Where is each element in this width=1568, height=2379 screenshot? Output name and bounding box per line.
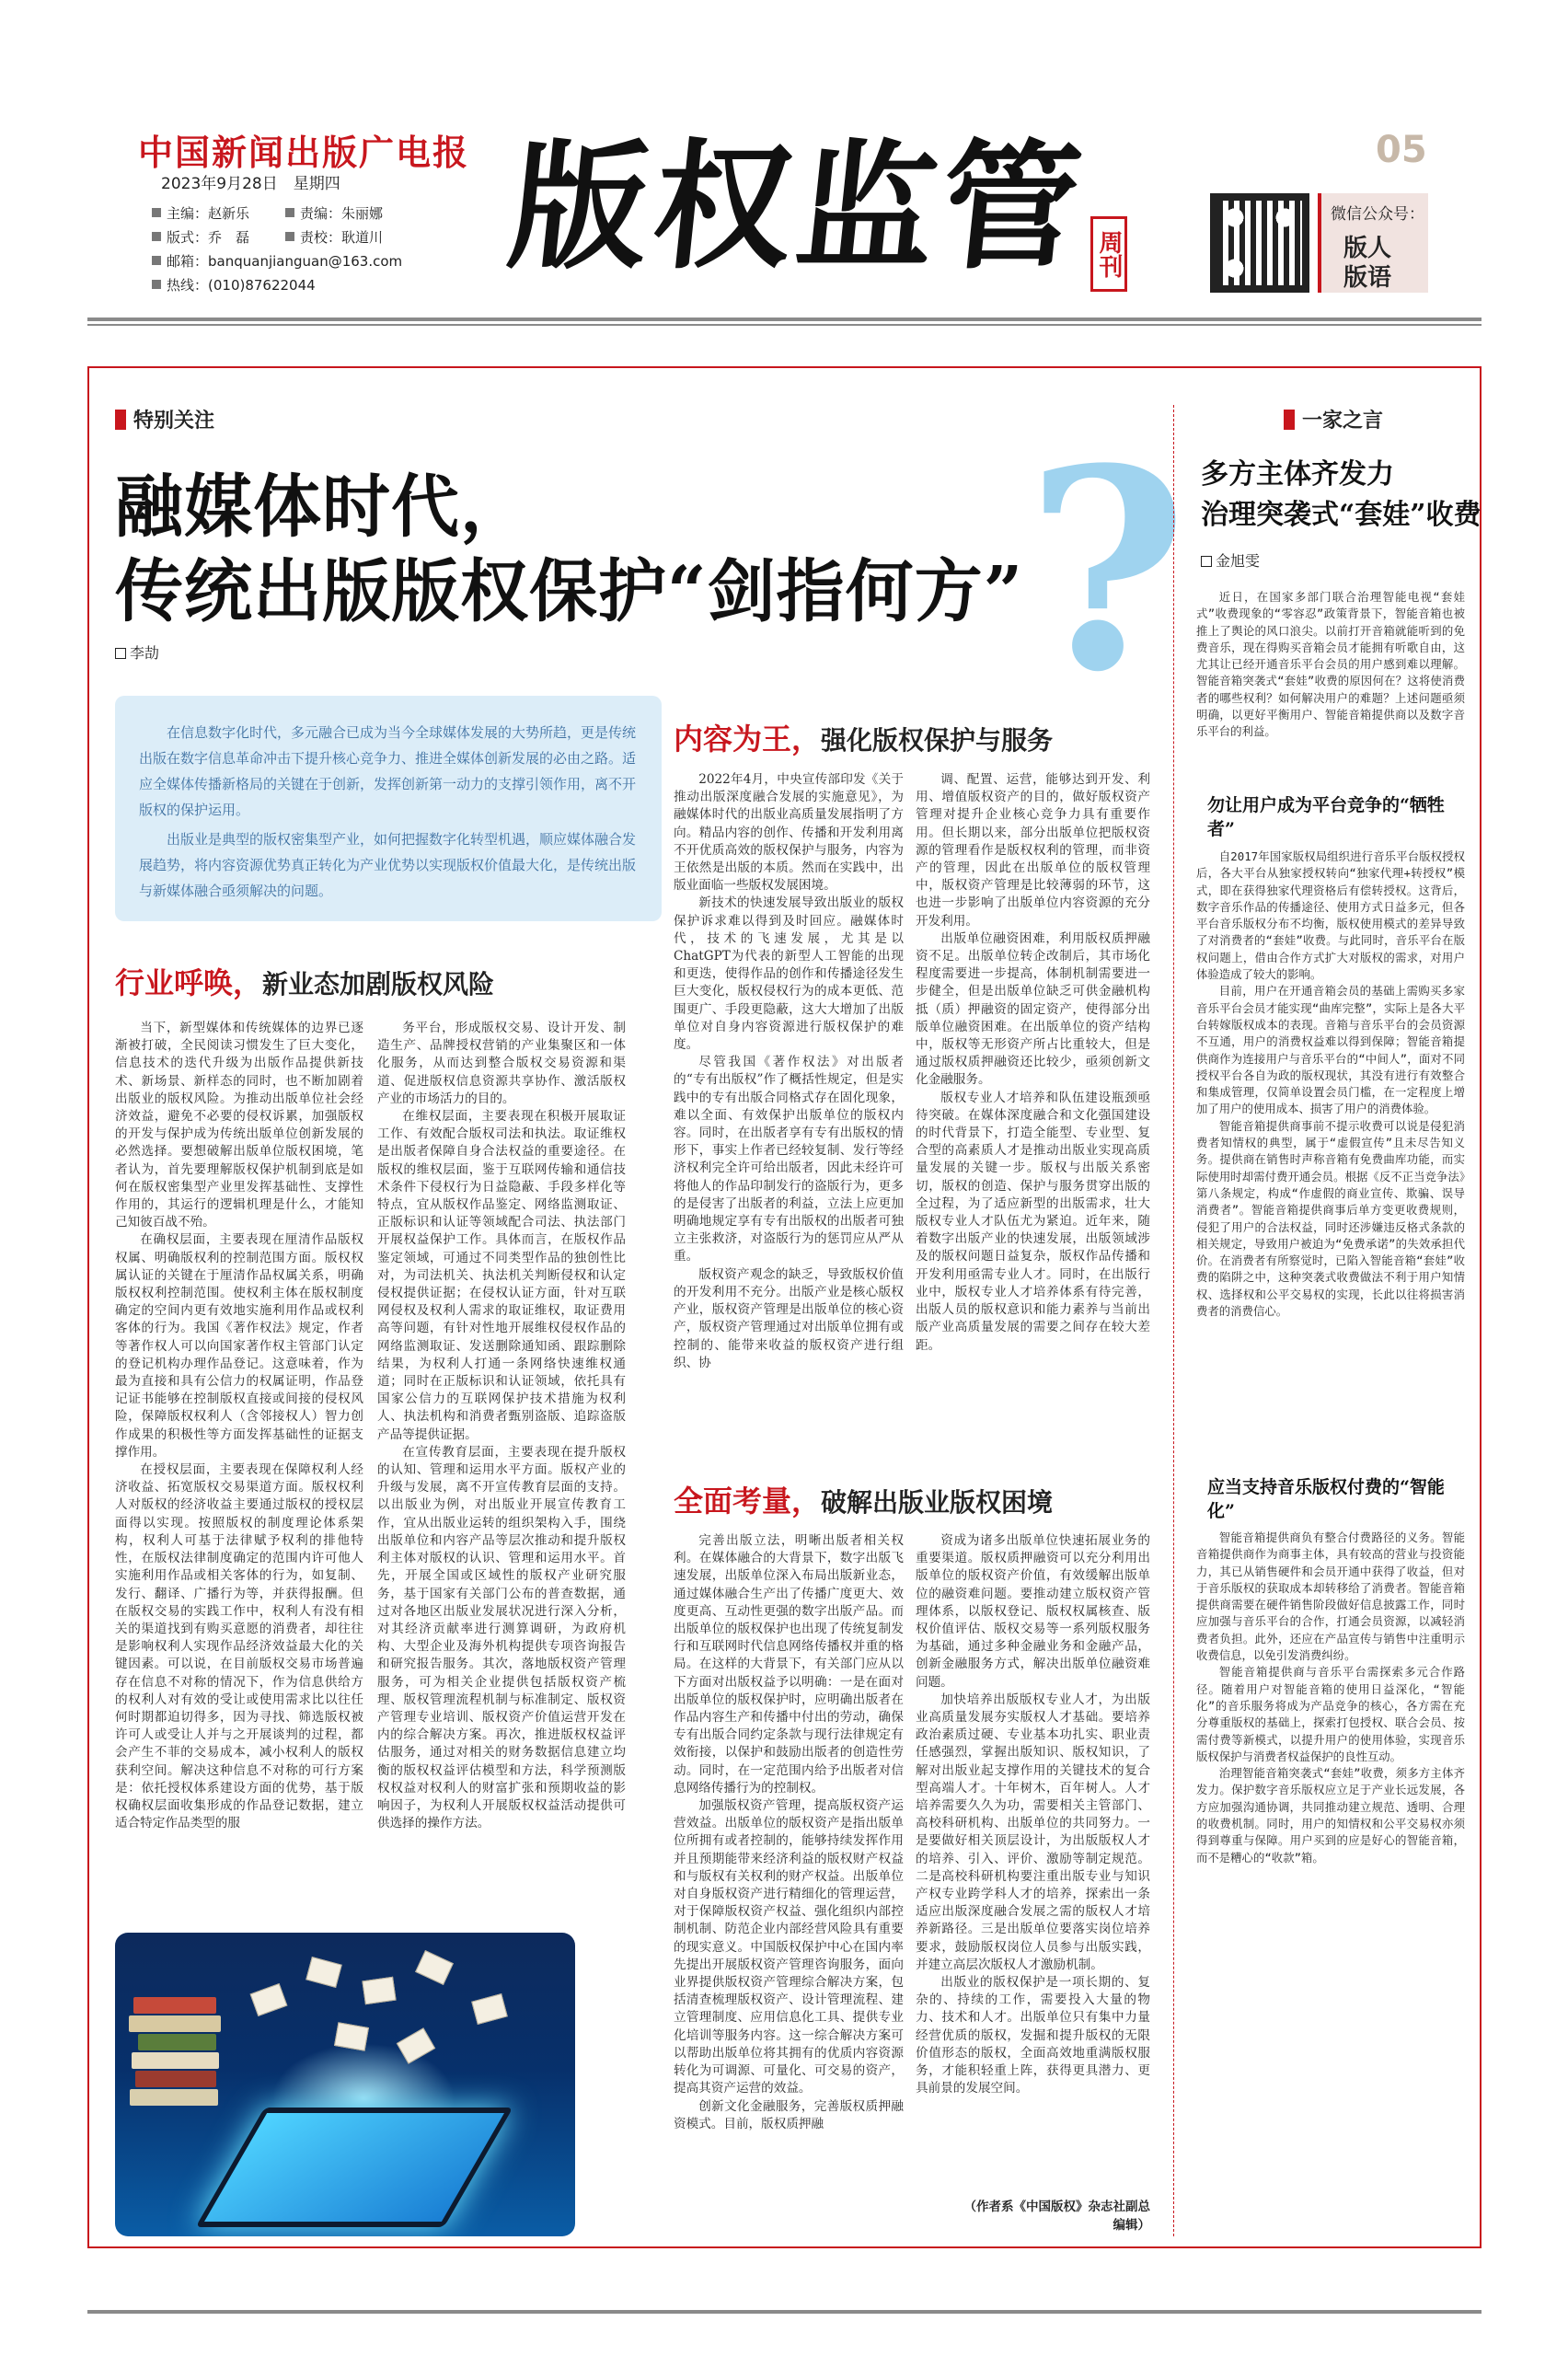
proofreader: 责校：耿道川	[300, 228, 384, 246]
masthead	[0, 0, 1568, 322]
bottom-rule	[87, 2310, 1482, 2314]
article-column-5	[674, 1532, 904, 2236]
article-paragraph: 资成为诸多出版单位快速拓展业务的重要渠道。版权质押融资可以充分利用出版单位的版权资产价值，有效缓解出版单位的融资难问题。要推动建立版权资产管理体系，以版权登记、版权权属核查、版权价值评估、版权交易等一系列版权服务为基础，通过多种金融业务和金融产品，创新金融服务方式，解决出版单位融资难问题。	[916, 1533, 1150, 1690]
subhead-comprehensive	[674, 1478, 1053, 1520]
subhead-text: 破解出版业版权困境	[821, 1487, 1054, 1518]
headline-line-1: 融媒体时代，	[115, 468, 529, 547]
opinion-paragraph: 自2017年国家版权局组织进行音乐平台版权授权后，各大平台从独家授权转向“独家代理+转授权”模式，即在获得独家代理资格后有偿转授权。这背后，数字音乐作品的传播途径、使用方式日益多元，但各平台音乐版权分布不均衡，版权使用模式的差异导致了对消费者的“套娃”收费。与此同时，音乐平台在版权问题上，借由合作方式扩大对版权的需求，对用户体验造成了较大的影响。	[1196, 849, 1465, 982]
opinion-subhead-2: 应当支持音乐版权付费的“智能化”	[1207, 1477, 1445, 1521]
article-column-4	[916, 771, 1150, 1452]
article-paragraph: 在确权层面，主要表现在厘清作品版权权属、明确版权利的控制范围方面。版权权属认证的关键在于厘清作品权属关系，明确版权权利控制范围。使权利主体在版权制度确定的空间内更有效地实施利用作品或权利客体的行为。我国《著作权法》规定，作者等著作权人可以向国家著作权主管部门认定的登记机构办理作品登记。这意味着，作为最为直接和具有公信力的权属证明，作品登记证书能够在控制版权直接或间接的侵权风险，保障版权权利人（含邻接权人）智力创作成果的积极性等方面发挥基础性的证据支撑作用。	[115, 1232, 363, 1460]
author-note: （作者系《中国版权》杂志社副总编辑）	[963, 2200, 1150, 2233]
article-paragraph: 务平台，形成版权交易、设计开发、制造生产、品牌授权营销的产业集聚区和一体化服务，从而达到整合版权交易资源和渠道、促进版权信息资源共享协作、激活版权产业的市场活力的目的。	[377, 1021, 626, 1106]
books-tablet-illustration	[115, 1933, 575, 2236]
opinion-paragraph: 目前，用户在开通音箱会员的基础上需购买多家音乐平台会员才能实现“曲库完整”，实际上是各大平台转嫁版权成本的表现。音箱与音乐平台的会员资源不互通，用户的消费权益难以得到保障；智能音箱提供商作为连接用户与音乐平台的“中间人”，面对不同授权平台各自为政的版权现状，其没有进行有效整合和集成管理，仅简单设置会员门槛，在一定程度上增加了用户的使用成本、损害了用户的消费体验。	[1196, 984, 1465, 1116]
article-column-2	[377, 1020, 626, 1912]
section-tag-label: 一家之言	[1302, 410, 1384, 433]
contact-email: 邮箱：banquanjianguan@163.com	[167, 252, 403, 270]
opinion-subhead-1: 勿让用户成为平台竞争的“牺牲者”	[1207, 795, 1445, 839]
lead-byline	[115, 641, 159, 663]
question-mark-graphic: ?	[1026, 408, 1188, 733]
opinion-paragraph: 治理智能音箱突袭式“套娃”收费，须多方主体齐发力。保护数字音乐版权应立足于产业长远发展，各方应加强沟通协调，共同推动建立规范、透明、合理的收费机制。同时，用户的知情权和公平交易权亦须得到尊重与保障。用户买到的应是好心的智能音箱，而不是糟心的“收款”箱。	[1196, 1766, 1465, 1865]
subhead-industry	[115, 960, 494, 1002]
intro-box	[115, 696, 662, 921]
opinion-byline	[1201, 549, 1260, 571]
article-paragraph: 当下，新型媒体和传统媒体的边界已逐渐被打破，全民阅读习惯发生了巨大变化，信息技术的迭代升级为出版作品提供新技术、新场景、新样态的同时，也不断加剧着出版业的版权风险。为推动出版单位社会经济效益，避免不必要的侵权诉累，加强版权的开发与保护成为传统出版单位创新发展的必然选择。要想破解出版单位版权困境，笔者认为，首先要理解版权保护机制到底是如何在版权密集型产业里发挥基础性、支撑性作用的，其运行的逻辑机理是什么，才能知己知彼百战不殆。	[115, 1021, 363, 1230]
article-paragraph: 加快培养出版版权专业人才，为出版业高质量发展夯实版权人才基础。要培养政治素质过硬、专业基本功扎实、职业责任感强烈，掌握出版知识、版权知识，了解对出版业起支撑作用的关键技术的复合型高端人才。十年树木，百年树人。人才培养需要久久为功，需要相关主管部门、高校科研机构、出版单位的共同努力。一是要做好相关顶层设计，为出版版权人才的培养、引入、评价、激励等制定规范。二是高校科研机构要注重出版专业与知识产权专业跨学科人才的培养，探索出一条适应出版深度融合发展之需的版权人才培养新路径。三是出版单位要落实岗位培养要求，鼓励版权岗位人员参与出版实践，并建立高层次版权人才激励机制。	[916, 1692, 1150, 1972]
section-tag-opinion	[1284, 405, 1383, 433]
issue-date: 2023年9月28日 星期四	[161, 175, 340, 193]
subhead-text: 强化版权保护与服务	[821, 725, 1054, 756]
subhead-content	[674, 716, 1053, 758]
subhead-keyword: 全面考量，	[674, 1484, 822, 1519]
byline-author: 李劼	[130, 644, 160, 662]
article-column-6	[916, 1532, 1150, 2195]
article-paragraph: 完善出版立法，明晰出版者相关权利。在媒体融合的大背景下，数字出版飞速发展，出版单位深入布局出版新业态，通过媒体融合生产出了传播广度更大、效度更高、互动性更强的数字出版产品。而出版单位的版权保护也出现了传统复制发行和互联网时代信息网络传播权并重的格局。在这样的大背景下，有关部门应从以下方面对出版权益予以明确：一是在面对出版单位的版权保护时，应明确出版者在作品内容生产和传播中付出的劳动，确保专有出版合同约定条款与现行法律规定有效衔接，以保护和鼓励出版者的创造性劳动。同时，在一定范围内给予出版者对信息网络传播行为的控制权。	[674, 1533, 904, 1796]
contact-hotline: 热线：(010)87622044	[167, 276, 316, 294]
article-paragraph: 出版单位融资困难，利用版权质押融资不足。出版单位转企改制后，其市场化程度需要进一步提高，体制机制需要进一步健全，但是出版单位缺乏可供金融机构抵（质）押融资的固定资产，使得部分出版单位融资困难。在出版单位的资产结构中，版权等无形资产所占比重较大，但是通过版权质押融资还比较少，亟须创新文化金融服务。	[916, 930, 1150, 1088]
bullet-icon	[285, 232, 294, 241]
article-paragraph: 新技术的快速发展导致出版业的版权保护诉求难以得到及时回应。融媒体时代，技术的飞速发展，尤其是以ChatGPT为代表的新型人工智能的出现和更迭，使得作品的创作和传播途径发生巨大变化，版权侵权行为的成本更低、范围更广、手段更隐蔽，这大大增加了出版单位对自身内容资源进行版权保护的难度。	[674, 895, 904, 1053]
layout-editor: 版式：乔 磊	[167, 228, 250, 246]
chief-editor: 主编：赵新乐	[167, 204, 250, 222]
opinion-body-2	[1196, 1530, 1465, 2229]
bullet-icon	[152, 208, 161, 217]
opinion-body-1	[1196, 849, 1465, 1472]
bullet-icon	[152, 280, 161, 289]
lead-headline	[115, 465, 1023, 634]
editor-credits	[152, 201, 428, 296]
paper-name: 中国新闻出版广电报	[138, 132, 470, 173]
top-rule-thin	[87, 324, 1482, 326]
article-paragraph: 版权专业人才培养和队伍建设瓶颈亟待突破。在媒体深度融合和文化强国建设的时代背景下，打造全能型、专业型、复合型的高素质人才是推动出版业实现高质量发展的关键一步。版权与出版关系密切，版权的创造、保护与服务贯穿出版的全过程，为了适应新型的出版需求，壮大版权专业人才队伍尤为紧迫。近年来，随着数字出版产业的快速发展，出版领域涉及的版权问题日益复杂，版权作品传播和开发利用亟需专业人才。同时，在出版行业中，版权专业人才培养体系有待完善，出版人员的版权意识和能力素养与当前出版产业高质量发展的需要之间存在较大差距。	[916, 1090, 1150, 1353]
bullet-icon	[285, 208, 294, 217]
article-paragraph: 加强版权资产管理，提高版权资产运营效益。出版单位的版权资产是指出版单位所拥有或者控制的，能够持续发挥作用并且预期能带来经济利益的版权财产权益和与版权有关权利的财产权益。出版单位对自身版权资产进行精细化的管理运营，对于保障版权资产权益、强化组织内部控制机制、防范企业内部经营风险具有重要的现实意义。中国版权保护中心在国内率先提出开展版权资产管理咨询服务，面向业界提供版权资产管理综合解决方案，包括清查梳理版权资产、设计管理流程、建立管理制度、应用信息化工具、提供专业化培训等服务内容。这一综合解决方案可以帮助出版单位将其拥有的优质内容资源转化为可调源、可量化、可交易的资产，提高其资产运营的效益。	[674, 1798, 904, 2096]
weekly-tag: 周刊	[1090, 216, 1127, 292]
wechat-label: 微信公众号：	[1331, 205, 1424, 224]
intro-paragraph: 在信息数字化时代，多元融合已成为当今全球媒体发展的大势所趋，更是传统出版在数字信息革命冲击下提升核心竞争力、推进全媒体创新发展的必由之路。适应全媒体传播新格局的关键在于创新，发挥创新第一动力的支撑引领作用，离不开版权的保护运用。	[139, 724, 637, 818]
tablet-graphic	[195, 2108, 513, 2227]
article-paragraph: 2022年4月，中央宣传部印发《关于推动出版深度融合发展的实施意见》，为融媒体时代的出版业高质量发展指明了方向。精品内容的创作、传播和开发利用离不开优质高效的版权保护与服务，内容为王依然是出版的本质。然而在实践中，出版业面临一些版权发展困境。	[674, 772, 904, 894]
section-tag-special	[115, 405, 214, 433]
subhead-text: 新业态加剧版权风险	[262, 969, 495, 999]
opinion-paragraph: 智能音箱提供商与音乐平台需探索多元合作路径。随着用户对智能音箱的使用日益深化，“智能化”的音乐服务将成为产品竞争的核心，各方需在充分尊重版权的基础上，探索打包授权、联合会员、按需付费等新模式，以提升用户的使用体验，实现音乐版权保护与消费者权益保护的良性互动。	[1196, 1665, 1465, 1763]
intro-paragraph: 出版业是典型的版权密集型产业，如何把握数字化转型机遇，顺应媒体融合发展趋势，将内容资源优势真正转化为产业优势以实现版权价值最大化，是传统出版与新媒体融合亟须解决的问题。	[139, 831, 637, 899]
article-paragraph: 在维权层面，主要表现在积极开展取证工作、有效配合版权司法和执法。取证维权是出版者保障自身合法权益的重要途径。在版权的维权层面，鉴于互联网传输和通信技术条件下侵权行为日益隐蔽、手段多样化等特点，宜从版权作品鉴定、网络监测取证、正版标识和认证等领域配合司法、执法部门开展权益保护工作。具体而言，在版权作品鉴定领域，可通过不同类型作品的独创性比对，为司法机关、执法机关判断侵权和认定侵权提供证据；在侵权认证方面，针对互联网侵权及权利人需求的取证维权，取证费用高等问题，有针对性地开展维权侵权作品的网络监测取证、发送删除通知函、跟踪删除结果，为权利人打通一条网络快速维权通道；同时在正版标识和认证领域，依托具有国家公信力的互联网保护技术措施为权利人、执法机构和消费者甄别盗版、追踪盗版产品等提供证据。	[377, 1109, 626, 1442]
opinion-paragraph: 近日，在国家多部门联合治理智能电视“套娃式”收费现象的“零容忍”政策背景下，智能音箱也被推上了舆论的风口浪尖。以前打开音箱就能听到的免费音乐，现在得购买音箱会员才能拥有听歌自由，这尤其让已经开通音乐平台会员的用户感到难以理解。智能音箱突袭式“套娃”收费的原因何在？这将使消费者的哪些权利？如何解决用户的难题？上述问题亟须明确，以更好平衡用户、智能音箱提供商以及数字音乐平台的利益。	[1196, 590, 1465, 739]
section-title: 版权监管	[502, 126, 1094, 288]
bullet-icon	[152, 256, 161, 265]
subhead-keyword: 内容为王，	[674, 722, 822, 756]
byline-author: 金旭雯	[1216, 552, 1261, 570]
page-number: 05	[1376, 129, 1427, 171]
section-tag-label: 特别关注	[133, 410, 215, 433]
article-column-3	[674, 771, 904, 1452]
wechat-account-name: 版人版语	[1343, 235, 1392, 292]
opinion-paragraph: 智能音箱提供商负有整合付费路径的义务。智能音箱提供商作为商事主体，具有较高的营业与投资能力，其已从销售硬件和会员开通中获得了收益，但对于音乐版权的获取成本却转移给了消费者。智能音箱提供商需要在硬件销售阶段做好信息披露工作，同时应加强与音乐平台的合作，打通会员资源，以减轻消费者负担。此外，还应在产品宣传与销售中注重明示收费信息，以免引发消费纠纷。	[1196, 1530, 1465, 1663]
opinion-headline-line-2: 治理突袭式“套娃”收费	[1201, 499, 1482, 531]
opinion-paragraph: 智能音箱提供商事前不提示收费可以说是侵犯消费者知情权的典型，属于“虚假宣传”且未尽告知义务。提供商在销售时声称音箱有免费曲库功能，而实际使用时却需付费开通会员。根据《反不正当竞争法》第八条规定，构成“作虚假的商业宣传、欺骗、误导消费者”。智能音箱提供商事后单方变更收费规则，侵犯了用户的合法权益，同时还涉嫌违反格式条款的相关规定，导致用户被迫为“免费承诺”的失效承担代价。在消费者有所察觉时，已陷入智能音箱“套娃”收费的陷阱之中，这种突袭式收费做法不利于用户知情权、选择权和公平交易权的实现，长此以往将损害消费者的消费信心。	[1196, 1118, 1465, 1319]
column-divider	[1173, 405, 1175, 2236]
opinion-headline-line-1: 多方主体齐发力	[1201, 458, 1394, 491]
byline-box-icon	[115, 648, 126, 659]
article-paragraph: 版权资产观念的缺乏，导致版权价值的开发利用不充分。出版产业是核心版权产业，版权资产管理是出版单位的核心资产，版权资产管理通过对出版单位拥有或控制的、能带来收益的版权资产进行组织、协	[674, 1266, 904, 1370]
article-paragraph: 尽管我国《著作权法》对出版者的“专有出版权”作了概括性规定，但是实践中的专有出版合同格式存在固化现象，难以全面、有效保护出版单位的版权内容。同时，在出版者享有专有出版权的情形下，事实上作者已经较复制、发行等经济权利完全许可给出版者，因此未经许可将他人的作品印制发行的盗版行为，更多的是侵害了出版者的利益，立法上应更加明确地规定享有专有出版权的出版者可独立主张救济，对盗版行为的惩罚应从严从重。	[674, 1055, 904, 1265]
article-paragraph: 在宣传教育层面，主要表现在提升版权的认知、管理和运用水平方面。版权产业的升级与发展，离不开宣传教育层面的支持。以出版业为例，对出版业开展宣传教育工作，宜从出版业运转的组织架构入手，围绕出版单位和内容产品等层次推动和提升版权利主体对版权的认识、管理和运用水平。首先，开展全国或区域性的版权产业研究服务，基于国家有关部门公布的普查数据，通过对各地区出版业发展状况进行深入分析，对其经济贡献率进行测算调研，为政府机构、大型企业及海外机构提供专项咨询报告和研究报告服务。其次，落地版权资产管理服务，可为相关企业提供包括版权资产梳理、版权管理流程机制与标准制定、版权资产管理专业培训、版权资产价值运营开发在内的综合解决方案。再次，推进版权权益评估服务，通过对相关的财务数据信息建立均衡的版权权益评估模型和方法，科学预测版权权益对权利人的财富扩张和预期收益的影响因子，为权利人开展版权权益活动提供可供选择的操作方法。	[377, 1444, 626, 1831]
article-paragraph: 出版业的版权保护是一项长期的、复杂的、持续的工作，需要投入大量的物力、技术和人才。出版单位只有集中力量经营优质的版权，发掘和提升版权的无限价值形态的版权，全面高效地重满版权服务，才能积轻重上阵，获得更具潜力、更具前景的发展空间。	[916, 1975, 1150, 2096]
bullet-icon	[152, 232, 161, 241]
wechat-box	[1318, 193, 1428, 293]
article-paragraph: 调、配置、运营，能够达到开发、利用、增值版权资产的目的，做好版权资产管理对提升企业核心竞争力具有重要作用。但长期以来，部分出版单位把版权资源的管理看作是版权权利的管理，而非资产的管理，因此在出版单位的版权管理中，版权资产管理是比较薄弱的环节，这也进一步影响了出版单位内容资源的充分开发利用。	[916, 772, 1150, 929]
responsible-editor: 责编：朱丽娜	[300, 204, 384, 222]
subhead-keyword: 行业呼唤，	[115, 965, 263, 1000]
tag-marker-icon	[1284, 410, 1295, 430]
article-paragraph: 在授权层面，主要表现在保障权利人经济收益、拓宽版权交易渠道方面。版权权利人对版权的经济收益主要通过版权的授权层面得以实现。按照版权的制度理论体系架构，权利人可基于法律赋予权利的排他特性，在版权法律制度确定的范围内许可他人实施利用作品或相关客体的行为，如复制、发行、翻译、广播行为等，并获得报酬。但在版权交易的实践工作中，权利人有没有相关的渠道找到有购买意愿的消费者，却往往是影响权利人实现作品经济效益最大化的关键因素。可以说，在目前版权交易市场普遍存在信息不对称的情况下，作为信息供给方的权利人对有效的受让或使用需求比以往任何时期都迫切得多，因为寻找、筛选版权被许可人或受让人并与之开展谈判的过程，都会产生不菲的交易成本，减小权利人的版权获利空间。解决这种信息不对称的可行方案是：依托授权体系建设方面的优势，基于版权确权层面收集形成的作品登记数据，建立适合特定作品类型的服	[115, 1462, 363, 1831]
tag-marker-icon	[115, 410, 126, 430]
top-rule	[87, 318, 1482, 321]
opinion-headline	[1201, 455, 1482, 536]
article-paragraph: 创新文化金融服务，完善版权质押融资模式。目前，版权质押融	[674, 2098, 904, 2131]
byline-box-icon	[1201, 556, 1212, 567]
headline-line-2: 传统出版版权保护“剑指何方”	[115, 552, 1024, 631]
qr-code-icon	[1210, 193, 1309, 293]
opinion-intro	[1196, 589, 1465, 780]
article-column-1	[115, 1020, 363, 1912]
